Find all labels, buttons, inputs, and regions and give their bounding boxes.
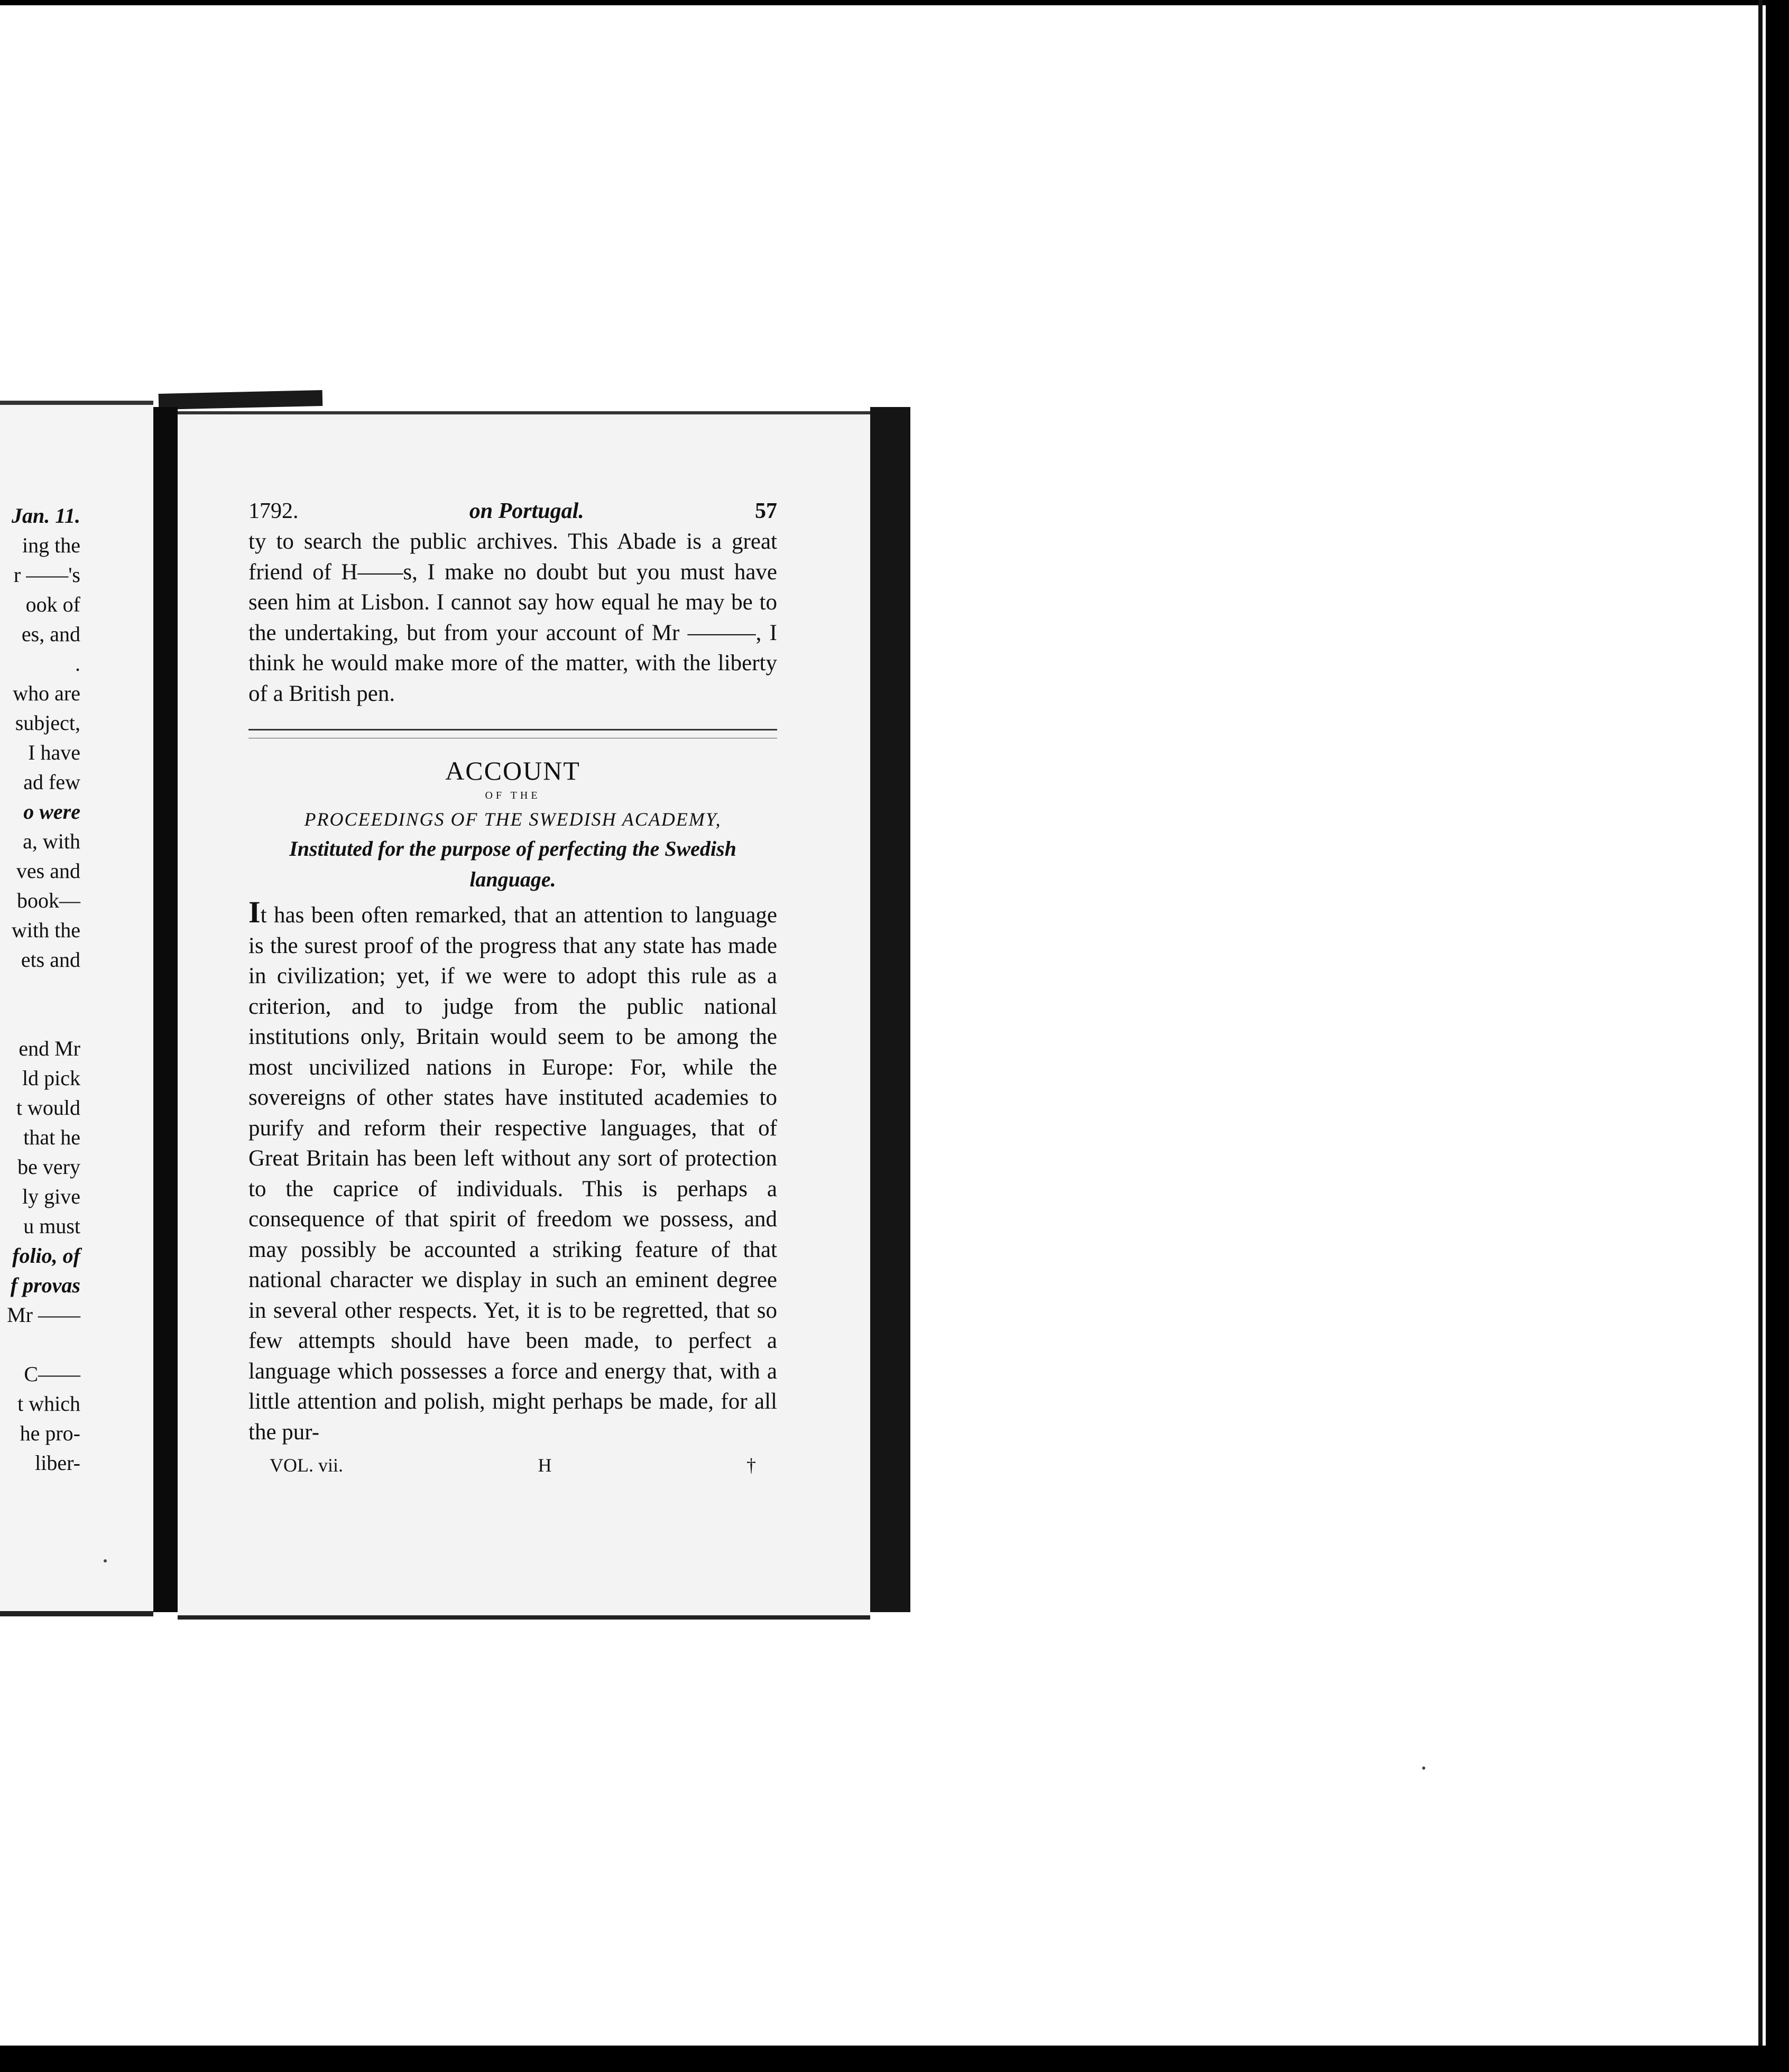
body-paragraph xyxy=(248,897,777,1447)
left-page-line: be very xyxy=(17,1155,80,1179)
left-page-line: o were xyxy=(23,800,80,824)
scanner-right-edge-inner xyxy=(1758,0,1763,2072)
left-page-line: ly give xyxy=(22,1185,80,1208)
header-year: 1792. xyxy=(248,499,299,523)
left-page-line: book— xyxy=(17,889,80,912)
section-rule xyxy=(248,729,777,738)
footer-signature: H xyxy=(538,1455,552,1476)
left-page-line: ad few xyxy=(23,770,80,794)
left-page-line: with the xyxy=(12,918,80,942)
section-note: Instituted for the purpose of perfecting the Swedish language. xyxy=(289,837,736,891)
left-page-line: ook of xyxy=(25,593,80,616)
left-page-line: ets and xyxy=(21,948,80,972)
speck xyxy=(1422,1766,1425,1770)
left-page-line: a, with xyxy=(23,829,80,853)
scanner-right-edge xyxy=(1766,0,1789,2072)
section-title: ACCOUNT xyxy=(445,756,580,785)
left-page-line: u must xyxy=(23,1214,80,1238)
left-page-line: he pro- xyxy=(20,1421,80,1445)
left-page-line: folio, of xyxy=(12,1244,80,1268)
scanner-bottom-edge xyxy=(0,2046,1789,2072)
section-of-the: OF THE xyxy=(485,790,541,801)
page-content xyxy=(248,496,777,1481)
speck xyxy=(104,1559,107,1562)
left-page-line: subject, xyxy=(15,711,80,735)
left-page-line: es, and xyxy=(21,622,80,646)
opening-paragraph: ty to search the public archives. This Abade is a great friend of H——s, I make no doubt but you must have seen him at Lisbon. I cannot say how equal he may be to the undertaking, but from your account of Mr ———, I think he would make more of the matter, with the liberty of a British pen. xyxy=(248,529,777,706)
left-page-line: that he xyxy=(23,1125,80,1149)
left-page-line: t would xyxy=(16,1096,80,1120)
left-page-line: who are xyxy=(13,681,80,705)
left-page-line: . xyxy=(75,652,80,676)
left-page-line: Jan. 11. xyxy=(11,504,80,528)
page-footer xyxy=(248,1450,777,1481)
body-text: t has been often remarked, that an attention to language is the surest proof of the progress that any state has made in civilization; yet, if we were to adopt this rule as a criterion, and to judge from the public national institutions only, Britain would seem to be among the most uncivilized nations in Europe: For, while the sovereigns of other states have instituted academies to purify and reform their respective languages, that of Great Britain has been left without any sort of protection to the caprice of individuals. This is perhaps a consequence of that spirit of freedom we possess, and may possibly be accounted a striking feature of that national character we display in such an eminent degree in several other respects. Yet, it is to be regretted, that so few attempts should have been made, to perfect a language which possesses a force and energy that, with a little attention and polish, might perhaps be made, for all the pur- xyxy=(248,903,777,1445)
section-subtitle: PROCEEDINGS OF THE SWEDISH ACADEMY, xyxy=(304,809,722,830)
left-page-line: liber- xyxy=(35,1451,80,1475)
left-page-line: C—— xyxy=(24,1362,80,1386)
left-page-line: Mr —— xyxy=(7,1303,80,1327)
left-page-line xyxy=(0,1004,80,1034)
footer-volume: VOL. vii. xyxy=(270,1455,343,1476)
left-page-text xyxy=(0,501,80,1478)
running-title: on Portugal. xyxy=(469,499,584,523)
left-page-line: ing the xyxy=(22,533,80,557)
book-spine xyxy=(153,407,178,1612)
page-block-edge xyxy=(870,407,910,1612)
scanner-top-edge xyxy=(0,0,1789,5)
left-page-line: ld pick xyxy=(22,1066,80,1090)
spine-top xyxy=(159,390,323,410)
running-header xyxy=(248,496,777,526)
left-page-line: end Mr xyxy=(19,1037,80,1060)
left-page-line xyxy=(0,975,80,1004)
footer-mark: † xyxy=(746,1455,756,1476)
left-page xyxy=(0,401,153,1616)
drop-cap: I xyxy=(248,895,261,929)
left-page-line: r ——'s xyxy=(13,563,80,587)
right-page xyxy=(178,411,870,1620)
left-page-line: ves and xyxy=(16,859,80,883)
left-page-line: t which xyxy=(17,1392,80,1416)
left-page-line: I have xyxy=(28,741,80,764)
left-page-line xyxy=(0,1330,80,1359)
left-page-line: f provas xyxy=(10,1273,80,1297)
page-number: 57 xyxy=(755,499,777,523)
left-page-top-edge xyxy=(0,401,153,405)
